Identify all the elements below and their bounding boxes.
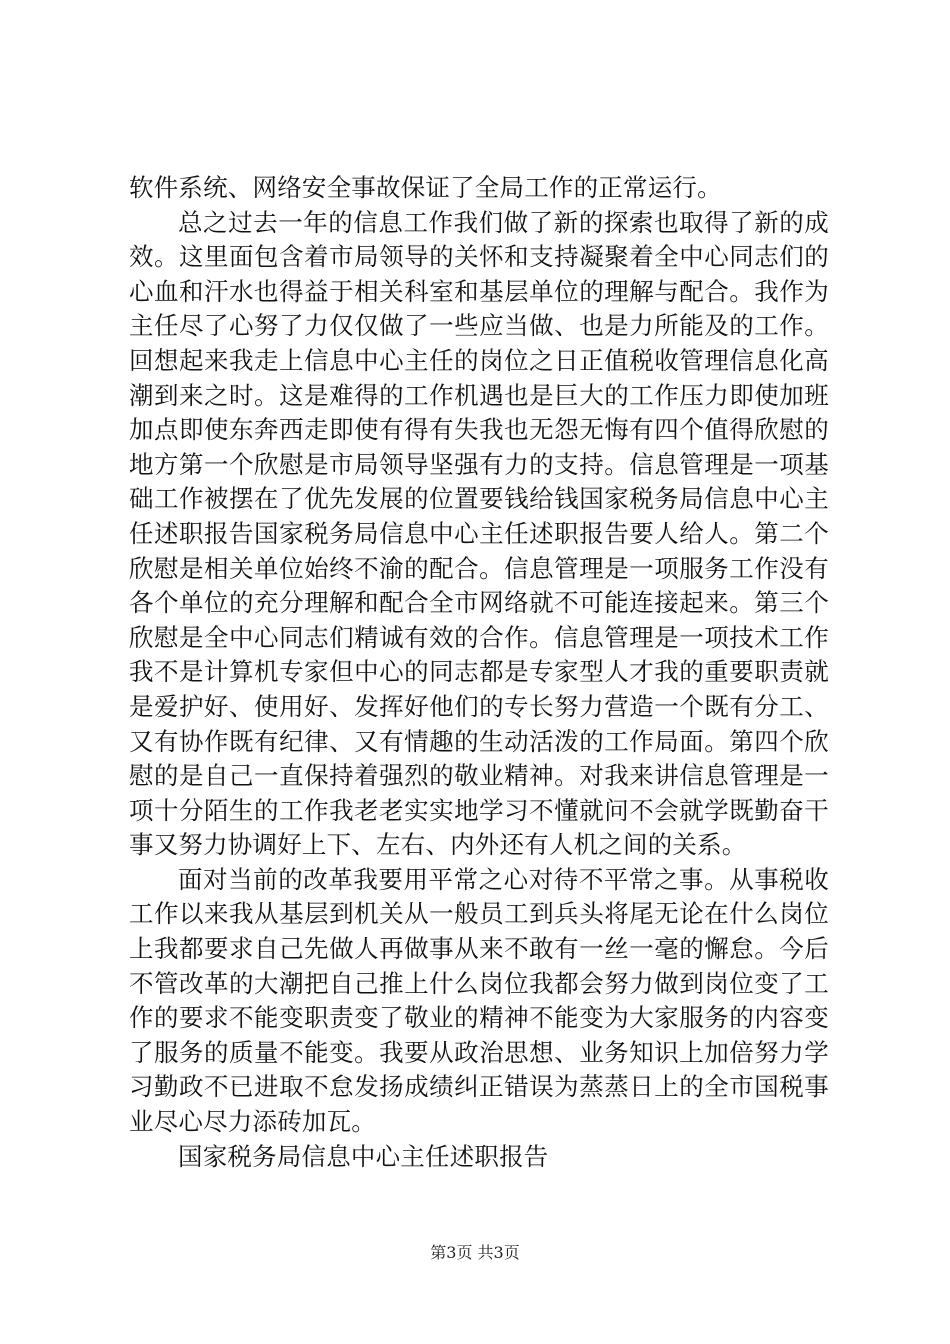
paragraph-continuation: 软件系统、网络安全事故保证了全局工作的正常运行。 — [129, 173, 722, 202]
paragraph-reform: 面对当前的改革我要用平常之心对待不平常之事。从事税收工作以来我从基层到机关从一般员工到兵头将尾无论在什么岗位上我都要求自己先做人再做事从来不敢有一丝一毫的懈怠。今后不管改革的大潮把自己推上什么岗位我都会努力做到岗位变了工作的要求不能变职责变了敬业的精神不能变为大家服务的内容变了服务的质量不能变。我要从政治思想、业务知识上加倍努力学习勤政不已进取不怠发扬成绩纠正错误为蒸蒸日上的全市国税事业尽心尽力添砖加瓦。 — [129, 864, 829, 1137]
paragraph-title-line: 国家税务局信息中心主任述职报告 — [178, 1141, 549, 1171]
paragraph-summary: 总之过去一年的信息工作我们做了新的探索也取得了新的成效。这里面包含着市局领导的关怀和支持凝聚着全中心同志们的心血和汗水也得益于相关科室和基层单位的理解与配合。我作为主任尽了心努了力仅仅做了一些应当做、也是力所能及的工作。回想起来我走上信息中心主任的岗位之日正值税收管理信息化高潮到来之时。这是难得的工作机遇也是巨大的工作压力即使加班加点即使东奔西走即使有得有失我也无怨无悔有四个值得欣慰的地方第一个欣慰是市局领导坚强有力的支持。信息管理是一项基础工作被摆在了优先发展的位置要钱给钱国家税务局信息中心主任述职报告国家税务局信息中心主任述职报告要人给人。第二个欣慰是相关单位始终不渝的配合。信息管理是一项服务工作没有各个单位的充分理解和配合全市网络就不可能连接起来。第三个欣慰是全中心同志们精诚有效的合作。信息管理是一项技术工作我不是计算机专家但中心的同志都是专家型人才我的重要职责就是爱护好、使用好、发挥好他们的专长努力营造一个既有分工、又有协作既有纪律、又有情趣的生动活泼的工作局面。第四个欣慰的是自己一直保持着强烈的敬业精神。对我来讲信息管理是一项十分陌生的工作我老老实实地学习不懂就问不会就学既勤奋干事又努力协调好上下、左右、内外还有人机之间的关系。 — [129, 207, 829, 860]
page-number-footer: 第3页 共3页 — [430, 1243, 520, 1262]
document-body — [129, 171, 829, 1174]
